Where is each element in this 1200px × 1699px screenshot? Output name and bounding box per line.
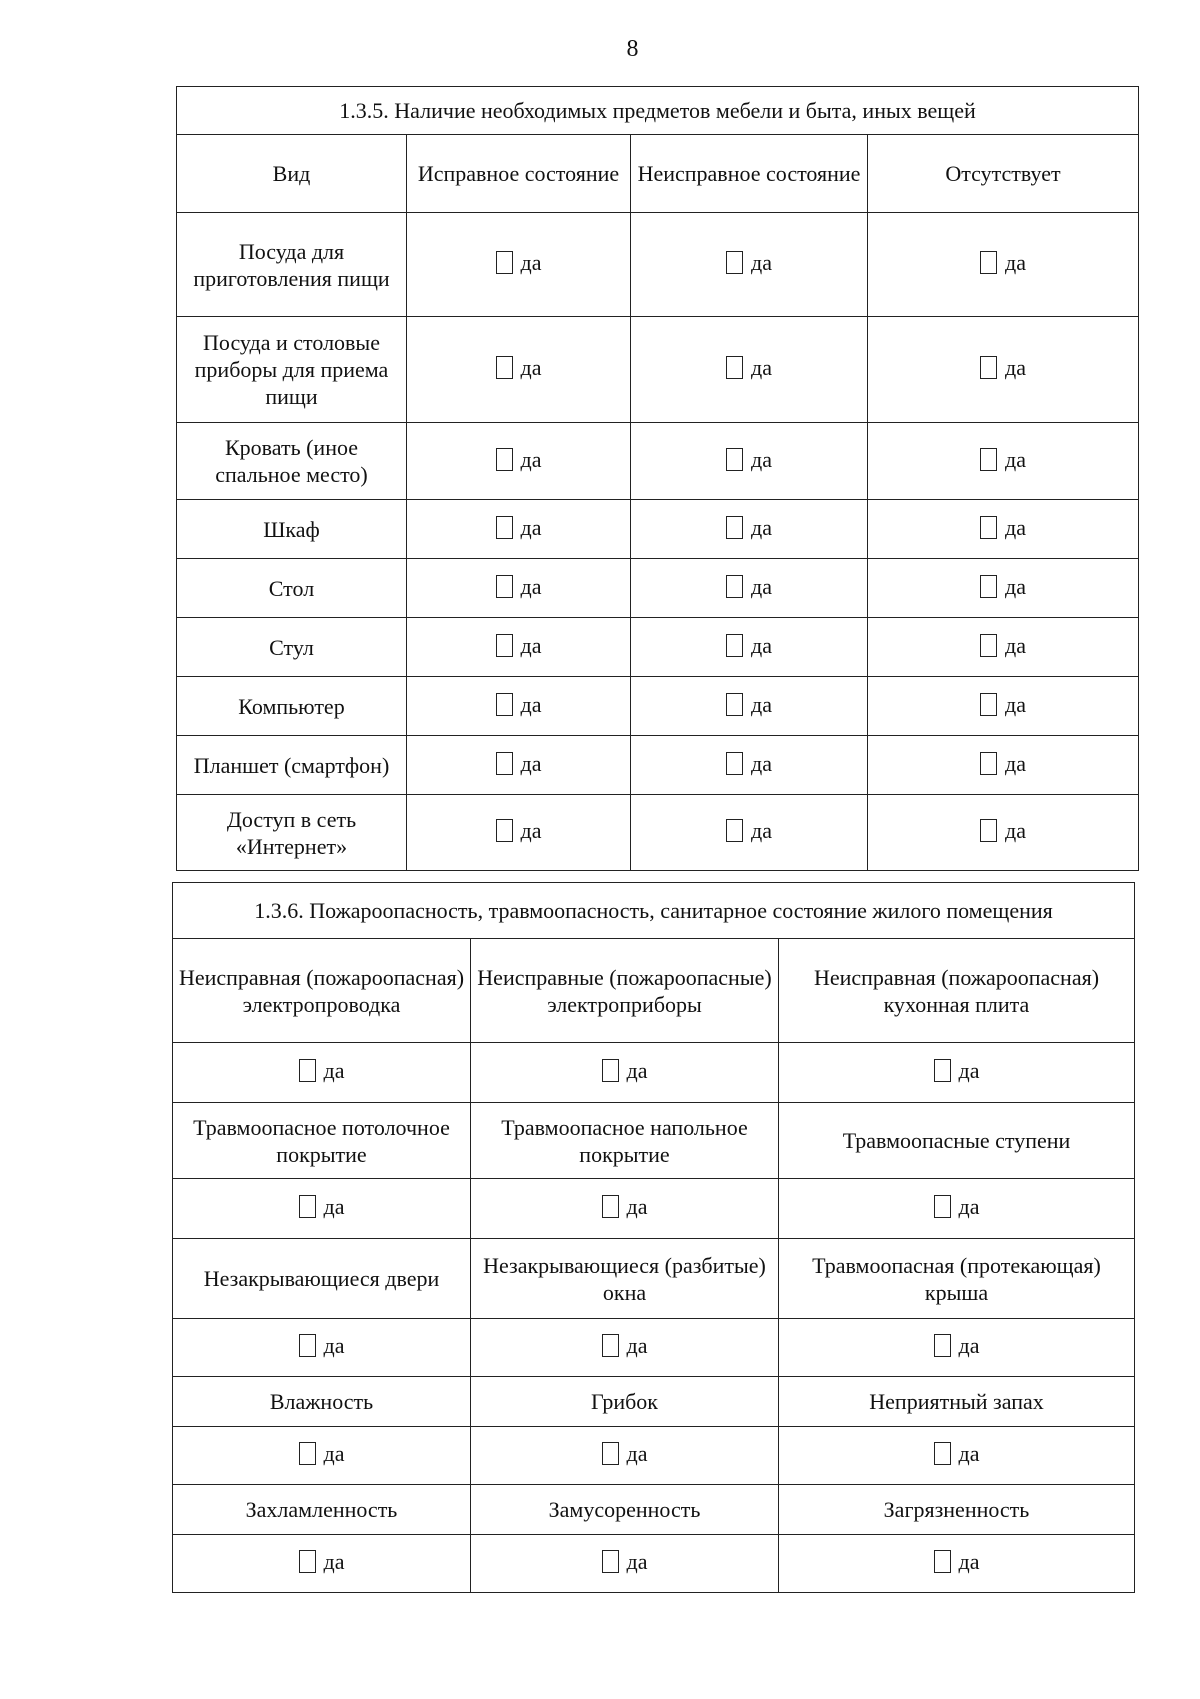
hazard-checkbox[interactable]: да [934,1193,980,1220]
hazard-checkbox-row [173,1043,1135,1103]
hazard-checkbox-row [173,1319,1135,1377]
hazards-table [172,882,1135,1593]
hazard-checkbox[interactable]: да [299,1332,345,1359]
checkbox-faulty[interactable]: да [726,691,772,718]
checkbox-square-icon[interactable] [726,693,743,716]
checkbox-working[interactable]: да [496,573,542,600]
checkbox-square-icon[interactable] [726,752,743,775]
checkbox-square-icon[interactable] [934,1059,951,1082]
hazard-checkbox[interactable]: да [934,1332,980,1359]
hazard-label: Неисправная (пожароопасная) электропроводка [173,939,471,1043]
row-label: Посуда для приготовления пищи [177,213,407,317]
hazard-checkbox-row [173,1179,1135,1239]
checkbox-absent[interactable]: да [980,817,1026,844]
table-row [177,677,1139,736]
checkbox-square-icon[interactable] [496,448,513,471]
checkbox-working[interactable]: да [496,750,542,777]
row-label: Доступ в сеть «Интернет» [177,795,407,871]
checkbox-square-icon[interactable] [980,448,997,471]
row-label: Компьютер [177,677,407,736]
checkbox-square-icon[interactable] [934,1195,951,1218]
hazard-checkbox[interactable]: да [299,1193,345,1220]
hazard-checkbox[interactable]: да [299,1057,345,1084]
hazard-checkbox[interactable]: да [602,1440,648,1467]
checkbox-square-icon[interactable] [726,575,743,598]
hazard-label-row [173,1377,1135,1427]
table-row [177,423,1139,500]
furniture-table-header [177,135,1139,213]
checkbox-square-icon[interactable] [299,1195,316,1218]
checkbox-square-icon[interactable] [299,1442,316,1465]
checkbox-absent[interactable]: да [980,632,1026,659]
checkbox-square-icon[interactable] [602,1195,619,1218]
row-label: Посуда и столовые приборы для приема пищи [177,317,407,423]
checkbox-absent[interactable]: да [980,446,1026,473]
checkbox-absent[interactable]: да [980,354,1026,381]
checkbox-square-icon[interactable] [299,1334,316,1357]
hazard-checkbox[interactable]: да [602,1332,648,1359]
checkbox-absent[interactable]: да [980,514,1026,541]
checkbox-working[interactable]: да [496,354,542,381]
section-title-1-3-5: 1.3.5. Наличие необходимых предметов мебели и быта, иных вещей [177,87,1139,135]
hazard-label: Захламленность [173,1485,471,1535]
table-row [177,213,1139,317]
checkbox-square-icon[interactable] [496,356,513,379]
row-label: Шкаф [177,500,407,559]
checkbox-square-icon[interactable] [726,356,743,379]
hazard-label: Травмоопасные ступени [779,1103,1135,1179]
checkbox-faulty[interactable]: да [726,817,772,844]
hazard-label-row [173,1239,1135,1319]
checkbox-working[interactable]: да [496,514,542,541]
checkbox-square-icon[interactable] [602,1059,619,1082]
hazard-checkbox[interactable]: да [934,1057,980,1084]
checkbox-square-icon[interactable] [980,356,997,379]
checkbox-square-icon[interactable] [726,819,743,842]
checkbox-square-icon[interactable] [496,634,513,657]
hazard-checkbox[interactable]: да [299,1548,345,1575]
hazard-label-row [173,1485,1135,1535]
hazard-checkbox[interactable]: да [934,1548,980,1575]
hazard-label: Незакрывающиеся (разбитые) окна [471,1239,779,1319]
checkbox-square-icon[interactable] [726,251,743,274]
checkbox-square-icon[interactable] [496,251,513,274]
checkbox-square-icon[interactable] [496,693,513,716]
checkbox-faulty[interactable]: да [726,514,772,541]
checkbox-absent[interactable]: да [980,750,1026,777]
row-label: Кровать (иное спальное место) [177,423,407,500]
table-row [177,618,1139,677]
hazard-label: Замусоренность [471,1485,779,1535]
hazard-checkbox[interactable]: да [934,1440,980,1467]
table-row [177,500,1139,559]
checkbox-square-icon[interactable] [602,1442,619,1465]
checkbox-square-icon[interactable] [980,634,997,657]
checkbox-absent[interactable]: да [980,691,1026,718]
checkbox-square-icon[interactable] [980,693,997,716]
hazard-label: Травмоопасная (протекающая) крыша [779,1239,1135,1319]
table-row [177,317,1139,423]
column-header-faulty: Неисправное состояние [631,135,868,213]
checkbox-faulty[interactable]: да [726,750,772,777]
page-number: 8 [626,36,639,62]
hazard-label: Неисправная (пожароопасная) кухонная плита [779,939,1135,1043]
table-row [177,559,1139,618]
row-label: Стол [177,559,407,618]
column-header-working: Исправное состояние [407,135,631,213]
checkbox-square-icon[interactable] [934,1442,951,1465]
checkbox-square-icon[interactable] [602,1334,619,1357]
checkbox-square-icon[interactable] [496,516,513,539]
checkbox-square-icon[interactable] [496,752,513,775]
checkbox-square-icon[interactable] [299,1059,316,1082]
hazard-checkbox-row [173,1427,1135,1485]
checkbox-square-icon[interactable] [980,251,997,274]
checkbox-working[interactable]: да [496,446,542,473]
checkbox-square-icon[interactable] [934,1334,951,1357]
hazard-label-row [173,939,1135,1043]
checkbox-square-icon[interactable] [496,575,513,598]
hazard-checkbox[interactable]: да [602,1548,648,1575]
hazard-checkbox[interactable]: да [299,1440,345,1467]
section-title-1-3-6: 1.3.6. Пожароопасность, травмоопасность, санитарное состояние жилого помещения [173,883,1135,939]
checkbox-square-icon[interactable] [602,1550,619,1573]
checkbox-square-icon[interactable] [980,516,997,539]
checkbox-working[interactable]: да [496,632,542,659]
furniture-table [176,86,1139,871]
checkbox-square-icon[interactable] [980,819,997,842]
column-header-absent: Отсутствует [868,135,1139,213]
checkbox-square-icon[interactable] [299,1550,316,1573]
hazard-checkbox[interactable]: да [602,1193,648,1220]
checkbox-faulty[interactable]: да [726,249,772,276]
checkbox-square-icon[interactable] [726,516,743,539]
hazard-label: Влажность [173,1377,471,1427]
hazard-label: Загрязненность [779,1485,1135,1535]
checkbox-faulty[interactable]: да [726,632,772,659]
checkbox-square-icon[interactable] [980,752,997,775]
column-header-type: Вид [177,135,407,213]
checkbox-faulty[interactable]: да [726,354,772,381]
checkbox-absent[interactable]: да [980,249,1026,276]
hazard-checkbox[interactable]: да [602,1057,648,1084]
checkbox-faulty[interactable]: да [726,573,772,600]
checkbox-square-icon[interactable] [980,575,997,598]
hazard-label: Неприятный запах [779,1377,1135,1427]
hazard-label-row [173,1103,1135,1179]
checkbox-faulty[interactable]: да [726,446,772,473]
row-label: Стул [177,618,407,677]
checkbox-square-icon[interactable] [496,819,513,842]
table-row [177,795,1139,871]
checkbox-absent[interactable]: да [980,573,1026,600]
checkbox-square-icon[interactable] [934,1550,951,1573]
hazard-label: Травмоопасное напольное покрытие [471,1103,779,1179]
hazard-label: Неисправные (пожароопасные) электроприборы [471,939,779,1043]
hazard-label: Травмоопасное потолочное покрытие [173,1103,471,1179]
hazard-label: Незакрывающиеся двери [173,1239,471,1319]
hazard-checkbox-row [173,1535,1135,1593]
hazard-label: Грибок [471,1377,779,1427]
checkbox-square-icon[interactable] [726,634,743,657]
checkbox-working[interactable]: да [496,691,542,718]
checkbox-working[interactable]: да [496,249,542,276]
checkbox-square-icon[interactable] [726,448,743,471]
row-label: Планшет (смартфон) [177,736,407,795]
checkbox-working[interactable]: да [496,817,542,844]
table-row [177,736,1139,795]
